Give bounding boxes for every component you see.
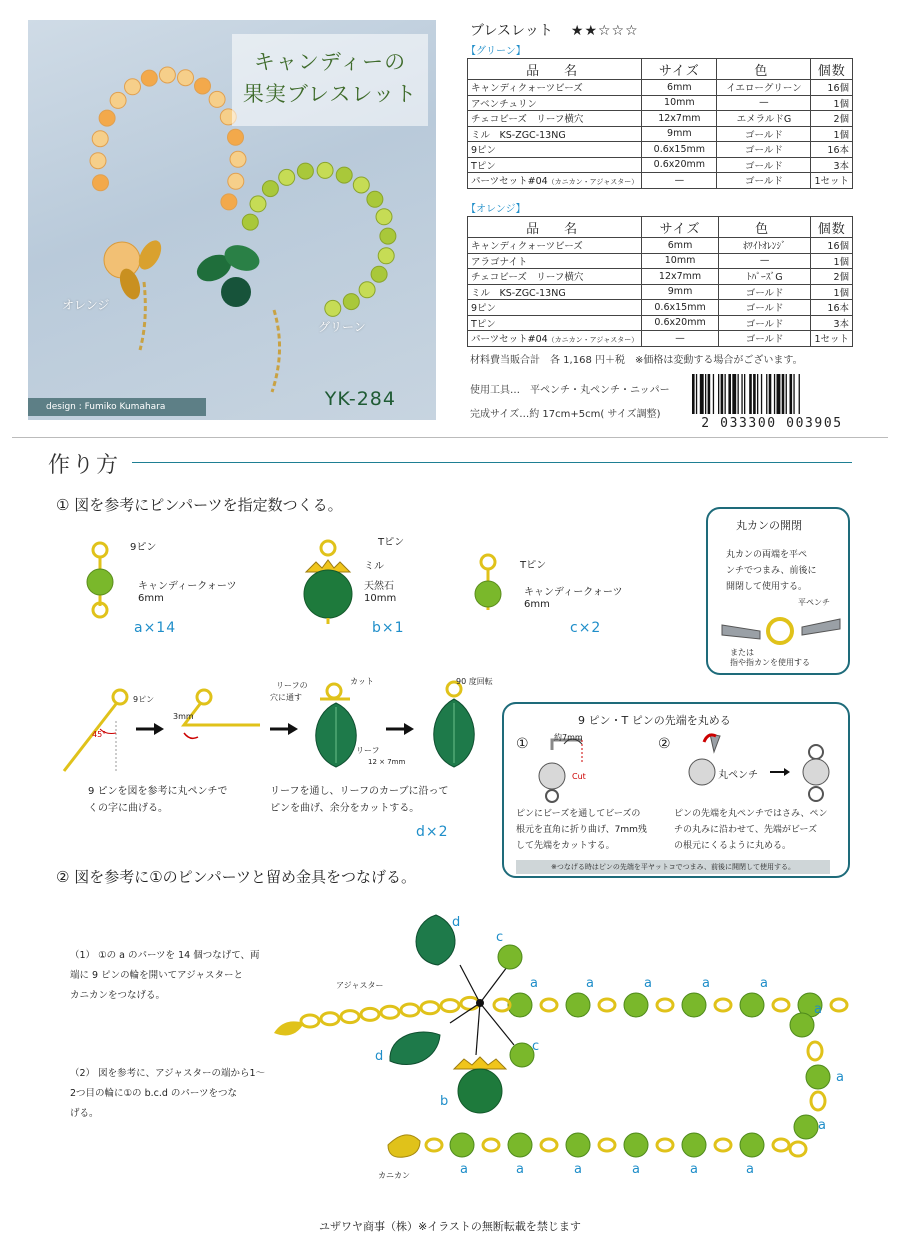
label-a: a xyxy=(586,976,594,991)
part-name: キャンディクォーツビーズ xyxy=(471,241,583,253)
label-a: a xyxy=(632,1162,640,1177)
cell-qty: 3本 xyxy=(811,157,853,173)
assembly-illustration xyxy=(270,905,850,1195)
cell-color: ゴールド xyxy=(717,173,811,189)
header-qty: 個数 xyxy=(811,217,853,238)
chain-link xyxy=(599,1139,615,1151)
cell-size: 6mm xyxy=(642,80,717,96)
product-photo xyxy=(28,20,436,420)
pin-step1-line1: ピンにビーズを通してビーズの xyxy=(516,809,641,819)
chain-link xyxy=(483,1139,499,1151)
pin-note: ※つなげる時はピンの先端を平ヤットコでつまみ、前後に開閉して使用する。 xyxy=(516,860,830,874)
orange-bead xyxy=(110,92,126,108)
leaf-label: リーフ xyxy=(356,746,380,755)
part-name: 9ピン xyxy=(471,145,497,157)
leaf-cut-label: カット xyxy=(350,677,374,686)
label-a: a xyxy=(702,976,710,991)
cell-name xyxy=(468,95,642,111)
cell-color: ゴールド xyxy=(717,142,811,158)
leaf-part-d xyxy=(390,1032,440,1065)
green-bead xyxy=(336,167,352,183)
ring-plier-label: 平ペンチ xyxy=(798,598,830,607)
table-row xyxy=(468,126,853,142)
orange-bead xyxy=(141,70,157,86)
label-a: a xyxy=(644,976,652,991)
divider xyxy=(12,437,888,438)
bead-part-a xyxy=(682,1133,706,1157)
table-row xyxy=(468,315,853,331)
chain-link xyxy=(599,999,615,1011)
bead-part-a xyxy=(740,993,764,1017)
ring-box-text xyxy=(726,547,817,595)
table-row xyxy=(468,142,853,158)
leaf-desc1-line1: 9 ピンを図を参考に丸ペンチで xyxy=(88,786,228,797)
ring-text-line3: 開閉して使用する。 xyxy=(726,582,808,592)
pin-step2-line2: チの丸みに沿わせて、先端がビーズ xyxy=(674,825,818,835)
leaf-deg45-label: 45° xyxy=(92,730,107,739)
footer: ユザワヤ商事（株）※イラストの無断転載を禁じます xyxy=(319,1220,581,1233)
cell-size: 9mm xyxy=(642,284,719,300)
table-row xyxy=(468,111,853,127)
green-bead xyxy=(262,181,278,197)
cell-color: — xyxy=(717,95,811,111)
finished-size: 完成サイズ…約 17cm+5cm( サイズ調整) xyxy=(470,409,661,420)
label-green: グリーン xyxy=(318,320,366,334)
part-name: チェコビーズ リーフ横穴 xyxy=(471,272,584,284)
label-c-bottom: c xyxy=(532,1039,540,1054)
orange-bead xyxy=(93,175,109,191)
green-parts-table xyxy=(467,58,853,189)
label-a: a xyxy=(814,1002,822,1017)
ring-alt-line2: 指や指カンを使用する xyxy=(730,658,810,667)
part-name: キャンディクォーツビーズ xyxy=(471,83,583,95)
table-row xyxy=(468,80,853,96)
step2-instruction1 xyxy=(70,946,260,1006)
chain-link xyxy=(321,1013,339,1025)
bead-part-a xyxy=(790,1013,814,1037)
step2-instruction2-line1: （2） 図を参考に、アジャスターの端から1～ xyxy=(70,1068,266,1079)
cell-size: 12x7mm xyxy=(642,111,717,127)
ring-alt-line1: または xyxy=(730,648,754,657)
cell-color: ゴールド xyxy=(717,126,811,142)
photo-title xyxy=(232,34,428,126)
chain-link xyxy=(715,999,731,1011)
photo-title-line1: キャンディーの xyxy=(253,50,407,74)
part-b-mil: ミル xyxy=(364,561,384,572)
cell-color: ゴールド xyxy=(718,300,811,316)
label-a: a xyxy=(760,976,768,991)
cell-color: — xyxy=(718,253,811,269)
part-name: アベンチュリン xyxy=(471,98,537,110)
table-row xyxy=(468,173,853,189)
pin-rounding-box xyxy=(502,702,850,878)
part-b-count: b×1 xyxy=(372,620,405,636)
leaf-desc1-line2: くの字に曲げる。 xyxy=(88,803,168,814)
part-name: ミル KS-ZGC-13NG xyxy=(471,129,566,141)
table-row xyxy=(468,95,853,111)
cell-qty: 16本 xyxy=(811,142,853,158)
chain-link xyxy=(301,1015,319,1027)
part-name: アラゴナイト xyxy=(471,256,528,268)
chain-link xyxy=(421,1002,439,1014)
green-bead xyxy=(353,177,369,193)
cell-name xyxy=(468,284,642,300)
cell-qty: 16個 xyxy=(811,238,853,254)
cell-name xyxy=(468,238,642,254)
pin-step1-text xyxy=(516,806,647,854)
table-row xyxy=(468,253,853,269)
part-c-illustration xyxy=(468,552,508,616)
label-d-bottom: d xyxy=(375,1049,384,1064)
bead-part-a xyxy=(508,1133,532,1157)
pin-box-step2: ② xyxy=(658,736,671,752)
bead-part-a xyxy=(624,1133,648,1157)
pin-step2-line1: ピンの先端を丸ペンチではさみ、ペン xyxy=(674,809,828,819)
cell-size: — xyxy=(642,173,717,189)
orange-bead xyxy=(159,67,175,83)
green-bead xyxy=(317,162,333,178)
table-row xyxy=(468,300,853,316)
clasp-label: カニカン xyxy=(378,1171,410,1180)
table-row xyxy=(468,157,853,173)
bead-part-a xyxy=(566,1133,590,1157)
orange-bead xyxy=(92,131,108,147)
part-name: ミル KS-ZGC-13NG xyxy=(471,287,566,299)
label-a: a xyxy=(836,1070,844,1085)
adjuster-label: アジャスター xyxy=(336,981,384,990)
chain-link xyxy=(811,1092,825,1110)
bead-part-a xyxy=(806,1065,830,1089)
bead-part-a xyxy=(566,993,590,1017)
orange-bead xyxy=(99,110,115,126)
chain-link xyxy=(381,1006,399,1018)
cell-name xyxy=(468,142,642,158)
header-name: 品 名 xyxy=(468,59,642,80)
table-header-row xyxy=(468,217,853,238)
cell-qty: 1セット xyxy=(811,173,853,189)
bead-part-a xyxy=(508,993,532,1017)
cell-name xyxy=(468,300,642,316)
barcode-number: 2 033300 003905 xyxy=(701,416,843,431)
bead-part-a xyxy=(624,993,648,1017)
part-name: チェコビーズ リーフ横穴 xyxy=(471,114,584,126)
tools: 使用工具… 平ペンチ・丸ペンチ・ニッパー xyxy=(470,385,670,396)
cell-color: イエローグリーン xyxy=(717,80,811,96)
part-name-note: （カニカン・アジャスター） xyxy=(547,178,639,187)
part-name-note: （カニカン・アジャスター） xyxy=(547,336,639,345)
orange-bead xyxy=(209,91,225,107)
header-qty: 個数 xyxy=(811,59,853,80)
pin-round-plier-label: 丸ペンチ xyxy=(718,770,758,781)
part-name: パーツセット#04 xyxy=(471,176,548,188)
leaf-count: d×2 xyxy=(416,824,449,840)
pin-box-step1: ① xyxy=(516,736,529,752)
part-a-bead-size: 6mm xyxy=(138,593,164,604)
cell-size: 0.6x15mm xyxy=(642,300,719,316)
mil-cap xyxy=(454,1057,506,1069)
header-name: 品 名 xyxy=(468,217,642,238)
step2-heading: ② 図を参考に①のピンパーツと留め金具をつなげる。 xyxy=(56,868,417,886)
howto-rule xyxy=(132,462,852,463)
orange-bead xyxy=(90,153,106,169)
cell-size: 0.6x15mm xyxy=(642,142,717,158)
cell-name xyxy=(468,111,642,127)
cell-color: ゴールド xyxy=(717,157,811,173)
chain-link xyxy=(541,999,557,1011)
cell-color: ゴールド xyxy=(718,315,811,331)
chain-link xyxy=(541,1139,557,1151)
orange-bead xyxy=(228,173,244,189)
orange-parts-table xyxy=(467,216,853,347)
part-c-pin: Tピン xyxy=(520,560,547,571)
bead-part-c xyxy=(510,1043,534,1067)
leaf-desc2-line1: リーフを通し、リーフのカーブに沿って xyxy=(270,786,449,797)
step1-heading: ① 図を参考にピンパーツを指定数つくる。 xyxy=(56,496,343,514)
cell-qty: 1セット xyxy=(811,331,853,347)
pin-step2-text xyxy=(674,806,828,854)
howto-title: 作り方 xyxy=(48,453,121,478)
label-d-top: d xyxy=(452,915,461,930)
cell-size: 6mm xyxy=(642,238,719,254)
orange-bead xyxy=(195,78,211,94)
part-name: Tピン xyxy=(471,160,496,172)
pin-step1-line2: 根元を直角に折り曲げ、7mm残 xyxy=(516,825,647,835)
chain-link xyxy=(790,1142,806,1156)
green-bead xyxy=(297,163,313,179)
cell-name xyxy=(468,315,642,331)
cell-qty: 2個 xyxy=(811,111,853,127)
orange-bead xyxy=(230,151,246,167)
cell-qty: 16本 xyxy=(811,300,853,316)
label-c-top: c xyxy=(496,930,504,945)
cell-size: 0.6x20mm xyxy=(642,315,719,331)
part-b-stone: 天然石 xyxy=(364,581,394,592)
step2-instruction2-line3: げる。 xyxy=(70,1108,99,1119)
cell-qty: 1個 xyxy=(811,126,853,142)
cell-name xyxy=(468,331,642,347)
ring-text-line1: 丸カンの両端を平ペ xyxy=(726,550,808,560)
green-bead xyxy=(250,196,266,212)
product-title xyxy=(470,20,639,40)
cell-size: 12x7mm xyxy=(642,269,719,285)
label-a: a xyxy=(460,1162,468,1177)
cell-color: ﾄﾊﾟｰｽﾞG xyxy=(718,269,811,285)
cell-color: ゴールド xyxy=(718,331,811,347)
green-bead xyxy=(380,228,396,244)
cell-size: 9mm xyxy=(642,126,717,142)
chain-link xyxy=(831,999,847,1011)
chain-link xyxy=(773,1139,789,1151)
part-a-bead: キャンディークォーツ xyxy=(138,581,237,592)
orange-bead xyxy=(228,129,244,145)
chain-link xyxy=(441,1000,459,1012)
chain-link xyxy=(773,999,789,1011)
table-row xyxy=(468,238,853,254)
cell-name xyxy=(468,126,642,142)
chain-link xyxy=(361,1008,379,1020)
step2-instruction2 xyxy=(70,1064,265,1124)
pin-cut-label: Cut xyxy=(572,772,586,781)
pin-box-title: 9 ピン・T ピンの先端を丸める xyxy=(578,714,731,727)
orange-section-label: 【オレンジ】 xyxy=(466,204,526,215)
cell-name xyxy=(468,173,642,189)
label-a: a xyxy=(746,1162,754,1177)
leaf-3mm-label: 3mm xyxy=(173,712,194,721)
part-name: パーツセット#04 xyxy=(471,334,548,346)
cell-qty: 16個 xyxy=(811,80,853,96)
cell-size: 0.6x20mm xyxy=(642,157,717,173)
green-bead xyxy=(242,214,258,230)
green-bead xyxy=(367,191,383,207)
cell-qty: 3本 xyxy=(811,315,853,331)
green-bead xyxy=(279,169,295,185)
step2-instruction2-line2: 2つ目の輪に①の b.c.d のパーツをつな xyxy=(70,1088,238,1099)
bead-part-c xyxy=(498,945,522,969)
table-row xyxy=(468,269,853,285)
ring-plier-illustration xyxy=(722,605,840,651)
green-bead xyxy=(376,209,392,225)
green-bead xyxy=(359,282,375,298)
pin-step2-line3: の根元にくるように丸める。 xyxy=(674,841,792,851)
table-row xyxy=(468,284,853,300)
chain-link xyxy=(401,1004,419,1016)
ring-text-line2: ンチでつまみ、前後に xyxy=(726,566,817,576)
part-a-pin: 9ピン xyxy=(130,542,157,553)
pin-approx-label: 約7mm xyxy=(554,733,583,742)
label-a: a xyxy=(690,1162,698,1177)
chain-link xyxy=(657,1139,673,1151)
green-section-label: 【グリーン】 xyxy=(466,46,526,57)
header-size: サイズ xyxy=(642,59,717,80)
part-name: 9ピン xyxy=(471,303,497,315)
step2-instruction1-line2: 端に 9 ピンの輪を開いてアジャスターと xyxy=(70,970,244,981)
header-color: 色 xyxy=(717,59,811,80)
part-b-pin: Tピン xyxy=(378,537,405,548)
cell-qty: 1個 xyxy=(811,95,853,111)
chain-link xyxy=(715,1139,731,1151)
cell-name xyxy=(468,269,642,285)
green-bead xyxy=(343,294,359,310)
part-a-count: a×14 xyxy=(134,620,177,636)
cell-size: 10mm xyxy=(642,253,719,269)
cell-qty: 2個 xyxy=(811,269,853,285)
leaf-pin9-label: 9ピン xyxy=(133,695,155,704)
table-row xyxy=(468,331,853,347)
leaf-part-d xyxy=(416,915,455,965)
leaf-rotate-label: 90 度回転 xyxy=(456,677,493,686)
material-cost: 材料費当販合計 各 1,168 円＋税 ※価格は変動する場合がございます。 xyxy=(470,355,803,366)
label-a: a xyxy=(530,976,538,991)
bead-part-a xyxy=(794,1115,818,1139)
label-orange: オレンジ xyxy=(62,298,110,312)
header-size: サイズ xyxy=(642,217,719,238)
cell-color: エメラルドG xyxy=(717,111,811,127)
cell-qty: 1個 xyxy=(811,253,853,269)
bead-part-a xyxy=(682,993,706,1017)
bead-part-a xyxy=(450,1133,474,1157)
orange-bead xyxy=(178,70,194,86)
cell-qty: 1個 xyxy=(811,284,853,300)
step2-instruction1-line3: カニカンをつなげる。 xyxy=(70,990,166,1001)
orange-bead xyxy=(125,79,141,95)
label-a: a xyxy=(818,1118,826,1133)
chain-link xyxy=(657,999,673,1011)
cell-name xyxy=(468,253,642,269)
leaf-desc1 xyxy=(88,783,228,817)
leaf-desc2-line2: ピンを曲げ、余分をカットする。 xyxy=(270,803,420,814)
cell-name xyxy=(468,80,642,96)
cell-color: ゴールド xyxy=(718,284,811,300)
model-number: YK-284 xyxy=(324,388,396,410)
cell-size: 10mm xyxy=(642,95,717,111)
part-a-illustration xyxy=(80,540,120,620)
green-bead xyxy=(371,266,387,282)
step2-instruction1-line1: （1） ①の a のパーツを 14 個つなげて、両 xyxy=(70,950,260,961)
part-b-illustration xyxy=(296,536,360,632)
leaf-desc2 xyxy=(270,783,449,817)
part-b-stone-size: 10mm xyxy=(364,593,397,604)
pin-step1-line3: して先端をカットする。 xyxy=(516,841,615,851)
clasp-shape xyxy=(388,1135,420,1157)
cell-size: — xyxy=(642,331,719,347)
adjuster-drop xyxy=(274,1021,304,1035)
cell-color: ﾎﾜｲﾄｵﾚﾝｼﾞ xyxy=(718,238,811,254)
label-b: b xyxy=(440,1094,449,1109)
header-color: 色 xyxy=(718,217,811,238)
stone-part-b xyxy=(458,1069,502,1113)
table-header-row xyxy=(468,59,853,80)
orange-bead xyxy=(221,194,237,210)
label-a: a xyxy=(574,1162,582,1177)
green-bead xyxy=(325,300,341,316)
chain-link xyxy=(341,1011,359,1023)
leaf-through-line1: リーフの xyxy=(276,681,308,690)
part-c-bead: キャンディークォーツ xyxy=(524,587,623,598)
leaf-size-label: 12 × 7mm xyxy=(368,758,406,766)
difficulty-stars: ★★☆☆☆ xyxy=(570,23,639,39)
label-a: a xyxy=(516,1162,524,1177)
chain-link xyxy=(426,1139,442,1151)
photo-title-line2: 果実ブレスレット xyxy=(242,82,418,106)
leaf-through-line2: 穴に通す xyxy=(270,693,302,702)
bead-part-a xyxy=(740,1133,764,1157)
part-c-bead-size: 6mm xyxy=(524,599,550,610)
product-name: ブレスレット xyxy=(470,23,553,39)
green-bead xyxy=(378,248,394,264)
ring-box-title: 丸カンの開閉 xyxy=(736,519,802,532)
part-name: Tピン xyxy=(471,318,496,330)
designer-credit: design : Fumiko Kumahara xyxy=(28,398,206,416)
part-c-count: c×2 xyxy=(570,620,602,636)
cell-name xyxy=(468,157,642,173)
ring-opening-box xyxy=(706,507,850,675)
chain-link xyxy=(808,1042,822,1060)
